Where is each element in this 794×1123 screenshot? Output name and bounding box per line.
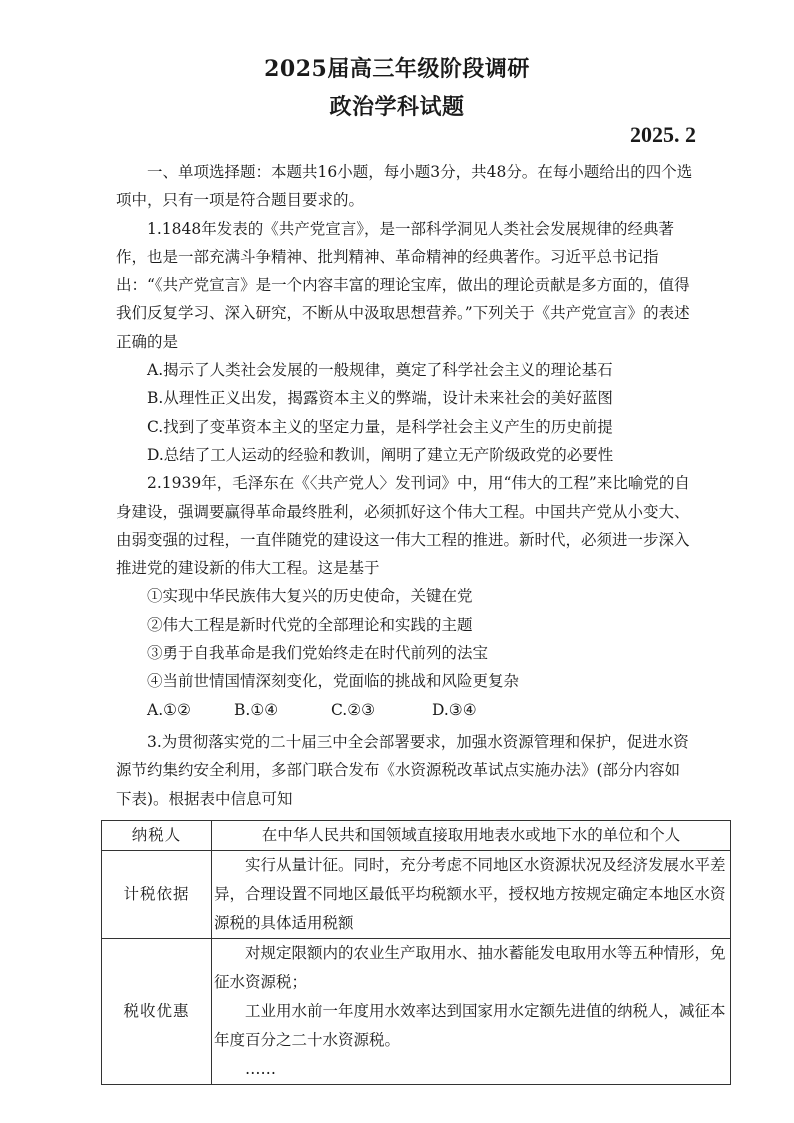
table-row-label: 纳税人 — [102, 821, 212, 851]
exam-body — [116, 158, 694, 813]
question-2-choice-b: B.①④ — [234, 700, 279, 719]
table-row — [102, 821, 731, 851]
exam-date: 2025. 2 — [630, 122, 696, 147]
table-row — [102, 851, 731, 939]
table-cell-text: 对规定限额内的农业生产取用水、抽水蓄能发电取用水等五种情形，免征水资源税； — [214, 944, 726, 991]
question-1-option-c: C.找到了变革资本主义的坚定力量，是科学社会主义产生的历史前提 — [147, 417, 613, 436]
question-2-choice-d: D.③④ — [432, 700, 477, 719]
table-row-label: 税收优惠 — [102, 939, 212, 1085]
section-intro: 一、单项选择题：本题共16小题，每小题3分，共48分。在每小题给出的四个选项中，只有一项是符合题目要求的。 — [116, 163, 693, 210]
water-tax-table — [101, 820, 731, 1085]
question-2-stem: 2.1939年，毛泽东在《〈共产党人〉发刊词》中，用“伟大的工程”来比喻党的自身建设，强调要赢得革命最终胜利，必须抓好这个伟大工程。中国共产党从小变大、由弱变强的过程，一直伴随党的建设这一伟大工程的推进。新时代，必须进一步深入推进党的建设新的伟大工程。这是基于 — [116, 474, 690, 578]
exam-title: 2025届高三年级阶段调研 — [264, 56, 530, 82]
table-cell-text: 工业用水前一年度用水效率达到国家用水定额先进值的纳税人，减征本年度百分之二十水资源税。 — [214, 1002, 726, 1049]
question-2-statement-3: ③勇于自我革命是我们党始终走在时代前列的法宝 — [147, 644, 489, 663]
question-2-choice-c: C.②③ — [331, 700, 376, 719]
question-1-option-a: A.揭示了人类社会发展的一般规律，奠定了科学社会主义的理论基石 — [147, 361, 613, 380]
table-row-content — [212, 939, 731, 1085]
table-row-content — [212, 821, 731, 851]
question-3-stem: 3.为贯彻落实党的二十届三中全会部署要求，加强水资源管理和保护，促进水资源节约集约安全利用，多部门联合发布《水资源税改革试点实施办法》(部分内容如下表)。根据表中信息可知 — [116, 732, 689, 808]
table-row-content — [212, 851, 731, 939]
question-2-statement-2: ②伟大工程是新时代党的全部理论和实践的主题 — [147, 615, 473, 634]
question-1-option-b: B.从理性正义出发，揭露资本主义的弊端，设计未来社会的美好蓝图 — [147, 389, 613, 408]
table-cell-text: …… — [245, 1060, 276, 1078]
question-2-statement-1: ①实现中华民族伟大复兴的历史使命，关键在党 — [147, 587, 473, 606]
table-row — [102, 939, 731, 1085]
question-1-stem: 1.1848年发表的《共产党宣言》，是一部科学洞见人类社会发展规律的经典著作，也是一部充满斗争精神、批判精神、革命精神的经典著作。习近平总书记指出：“《共产党宣言》是一个内容丰富的理论宝库，做出的理论贡献是多方面的，值得我们反复学习、深入研究，不断从中汲取思想营养。”下列关于《共产党宣言》的表述正确的是 — [116, 219, 690, 351]
question-2-statement-4: ④当前世情国情深刻变化，党面临的挑战和风险更复杂 — [147, 672, 520, 691]
table-cell-text: 实行从量计征。同时，充分考虑不同地区水资源状况及经济发展水平差异，合理设置不同地区最低平均税额水平，授权地方按规定确定本地区水资源税的具体适用税额 — [214, 856, 726, 932]
question-1-option-d: D.总结了工人运动的经验和教训，阐明了建立无产阶级政党的必要性 — [147, 445, 614, 464]
exam-subject-title: 政治学科试题 — [329, 94, 465, 120]
question-2-choices — [116, 696, 694, 724]
table-row-label: 计税依据 — [102, 851, 212, 939]
table-cell-text: 在中华人民共和国领域直接取用地表水或地下水的单位和个人 — [261, 826, 681, 844]
question-2-choice-a: A.①② — [147, 700, 191, 719]
